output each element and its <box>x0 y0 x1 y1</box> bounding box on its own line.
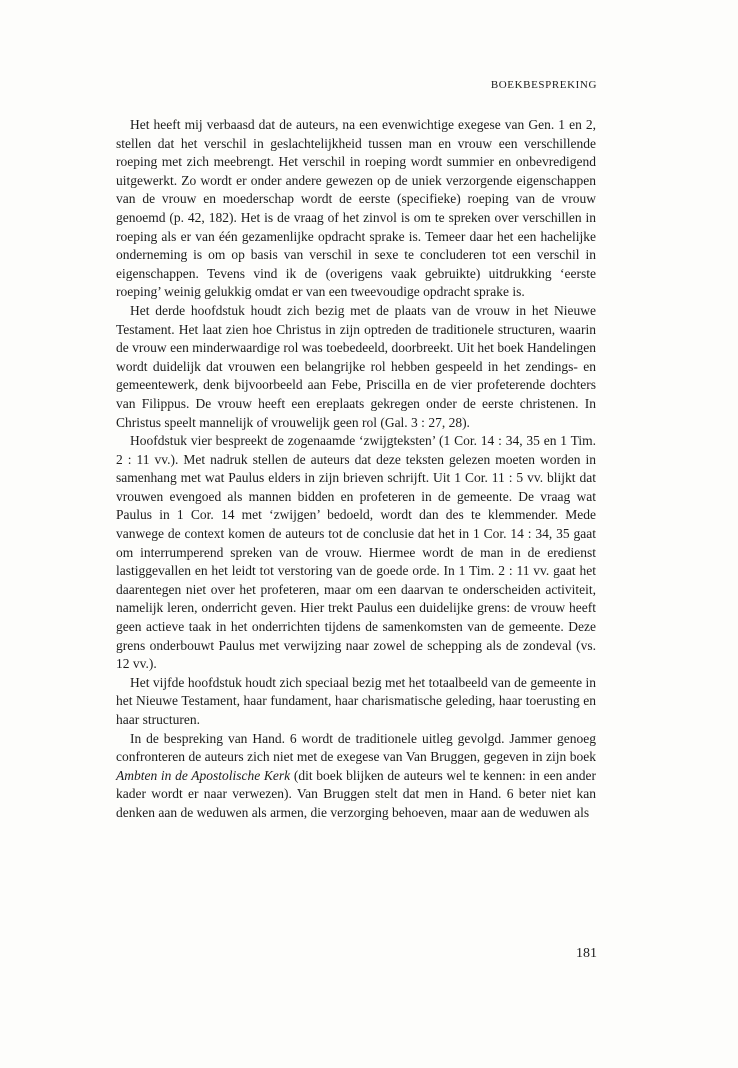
paragraph: Hoofdstuk vier bespreekt de zogenaamde ‘zwijgteksten’ (1 Cor. 14 : 34, 35 en 1 Tim. 2 : 11 vv.). Met nadruk stellen de auteurs dat deze teksten gelezen moeten worden in samenhang met wat Paulus elders in zijn brieven schrijft. Uit 1 Cor. 11 : 5 vv. blijkt dat vrouwen evengoed als mannen bidden en profeteren in de gemeente. De vraag wat Paulus in 1 Cor. 14 met ‘zwijgen’ bedoeld, wordt dan des te klemmender. Mede vanwege de context komen de auteurs tot de conclusie dat het in 1 Cor. 14 : 34, 35 gaat om interrumperend spreken van de vrouw. Hiermee wordt de man in de eredienst lastiggevallen en het leidt tot verstoring van de goede orde. In 1 Tim. 2 : 11 vv. gaat het daarentegen niet over het profeteren, maar om een daarvan te onderscheiden activiteit, namelijk leren, onderricht geven. Hier trekt Paulus een duidelijke grens: de vrouw heeft geen actieve taak in het onderrichten tijdens de samenkomsten van de gemeente. Deze grens onderbouwt Paulus met verwijzing naar zowel de schepping als de zondeval (vs. 12 vv.). <box>116 433 596 672</box>
running-head: BOEKBESPREKING <box>490 79 597 91</box>
book-title: Ambten in de Apostolische Kerk <box>116 767 291 783</box>
paragraph-text: In de bespreking van Hand. 6 wordt de traditionele uitleg gevolgd. Jammer genoeg confronteren de auteurs zich niet met de exegese van Van Bruggen, gegeven in zijn boek <box>116 730 596 765</box>
paragraph: Het vijfde hoofdstuk houdt zich speciaal bezig met het totaalbeeld van de gemeente in het Nieuwe Testament, haar fundament, haar charismatische geleding, haar toerusting en haar structuren. <box>116 674 596 727</box>
paragraph <box>116 730 596 823</box>
paragraph: Het derde hoofdstuk houdt zich bezig met de plaats van de vrouw in het Nieuwe Testament. Het laat zien hoe Christus in zijn optreden de traditionele structuren, waarin de vrouw een minderwaardige rol was toebedeeld, doorbreekt. Uit het boek Handelingen wordt duidelijk dat vrouwen een belangrijke rol hebben gespeeld in het zendings- en gemeentewerk, denk bijvoorbeeld aan Febe, Priscilla en de vier profeterende dochters van Filippus. De vrouw heeft een ereplaats gekregen onder de eerste christenen. In Christus speelt mannelijk of vrouwelijk geen rol (Gal. 3 : 27, 28). <box>116 302 596 430</box>
body-text <box>116 116 596 823</box>
page-number: 181 <box>576 946 597 961</box>
paragraph: Het heeft mij verbaasd dat de auteurs, na een evenwichtige exegese van Gen. 1 en 2, stellen dat het verschil in geslachtelijkheid tussen man en vrouw een verschillende roeping met zich meebrengt. Het verschil in roeping wordt summier en onbevredigend uitgewerkt. Zo wordt er onder andere gewezen op de uniek verzorgende eigenschappen van de vrouw en moederschap wordt de eerste (specifieke) roeping van de vrouw genoemd (p. 42, 182). Het is de vraag of het zinvol is om te spreken over verschillen in roeping als er van één gezamenlijke opdracht sprake is. Temeer daar het een hachelijke onderneming is om op basis van verschil in sexe te concluderen tot een verschil in eigenschappen. Tevens vind ik de (overigens vaak gebruikte) uitdrukking ‘eerste roeping’ weinig gelukkig omdat er van een tweevoudige opdracht sprake is. <box>116 117 596 300</box>
paragraph-text: (dit boek blijken de auteurs wel te kennen: in een ander kader wordt er naar verwezen). Van Bruggen stelt dat men in Hand. 6 beter niet kan denken aan de weduwen als armen, die verzorging behoeven, maar aan de weduwen als <box>116 767 596 820</box>
